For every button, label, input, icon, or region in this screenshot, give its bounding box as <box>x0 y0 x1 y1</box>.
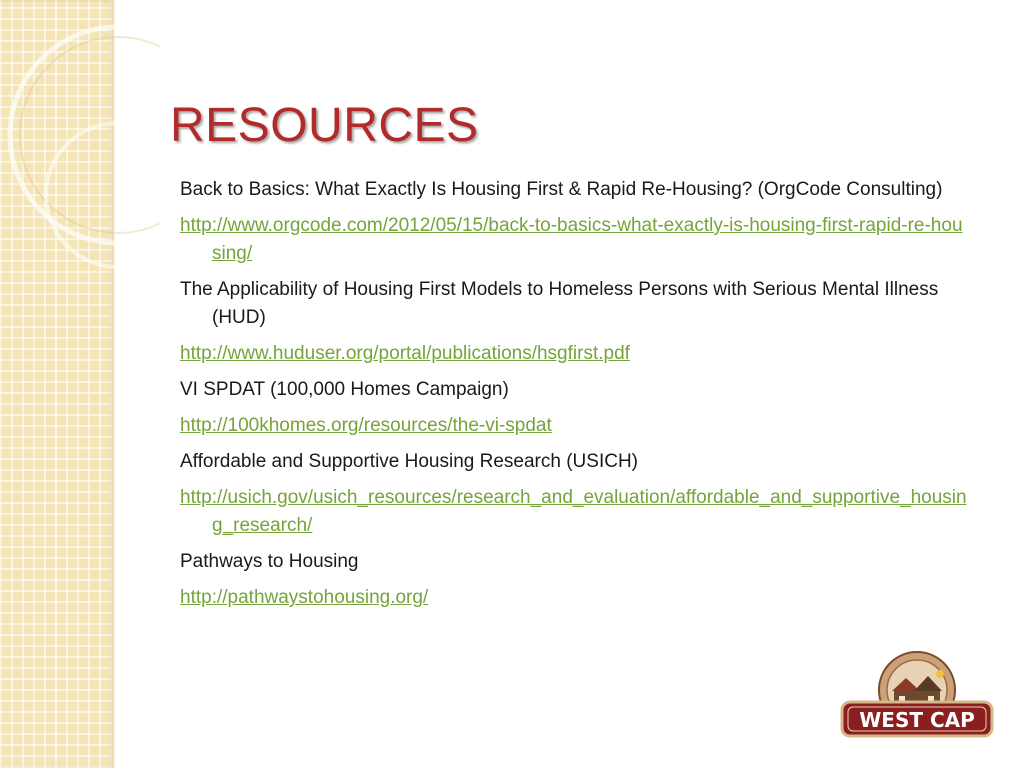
resource-title: VI SPDAT (100,000 Homes Campaign) <box>180 379 509 400</box>
resource-title: Back to Basics: What Exactly Is Housing First & Rapid Re-Housing? (OrgCode Consulting) <box>180 179 943 200</box>
slide-title: RESOURCES <box>170 99 479 152</box>
resource-link-item <box>180 484 970 540</box>
resource-link-item <box>180 340 970 368</box>
resource-link-item <box>180 412 970 440</box>
resource-link-item <box>180 212 970 268</box>
resource-list <box>180 176 970 620</box>
resource-link[interactable]: http://www.orgcode.com/2012/05/15/back-to-basics-what-exactly-is-housing-first-rapid-re-housing/ <box>180 215 963 264</box>
resource-link[interactable]: http://www.huduser.org/portal/publications/hsgfirst.pdf <box>180 343 630 364</box>
resource-link[interactable]: http://pathwaystohousing.org/ <box>180 587 429 608</box>
resource-title: The Applicability of Housing First Models to Homeless Persons with Serious Mental Illness (HUD) <box>180 279 939 328</box>
resource-title: Affordable and Supportive Housing Research (USICH) <box>180 451 638 472</box>
resource-link[interactable]: http://usich.gov/usich_resources/research_and_evaluation/affordable_and_supportive_housing_research/ <box>180 487 967 536</box>
resource-link[interactable]: http://100khomes.org/resources/the-vi-spdat <box>180 415 552 436</box>
resource-title: Pathways to Housing <box>180 551 359 572</box>
west-cap-logo <box>836 650 998 744</box>
logo-text: WEST CAP <box>859 708 975 732</box>
resource-link-item <box>180 584 970 612</box>
decorative-rings <box>0 0 160 300</box>
